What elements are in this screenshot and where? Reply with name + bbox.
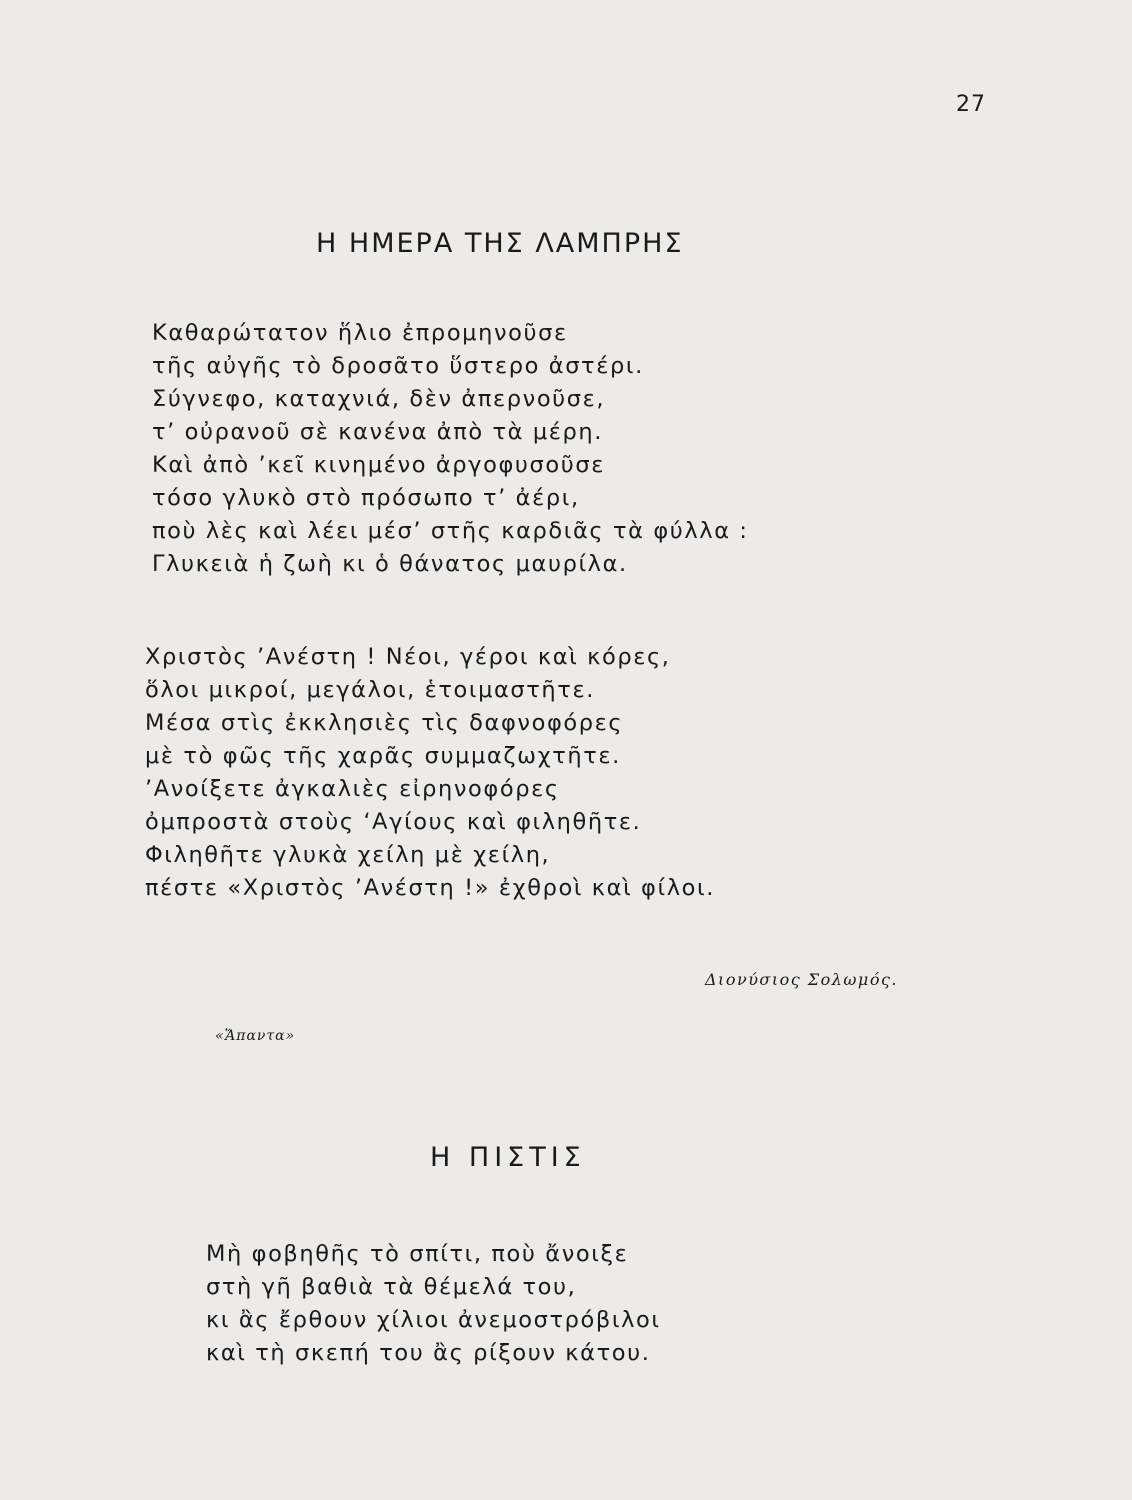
poem-title: Η ΗΜΕΡΑ ΤΗΣ ΛΑΜΠΡΗΣ (316, 228, 684, 259)
poem-stanza (145, 641, 715, 905)
verse-line: Σύγνεφο, καταχνιά, δὲν ἀπερνοῦσε, (152, 386, 606, 412)
verse-line: Καθαρώτατον ἥλιο ἐπρομηνοῦσε (152, 320, 568, 346)
page-number: 27 (956, 92, 986, 117)
verse-line: καὶ τὴ σκεπή του ἂς ρίξουν κάτου. (206, 1340, 651, 1366)
poem-stanza (152, 317, 749, 581)
verse-line: μὲ τὸ φῶς τῆς χαρᾶς συμμαζωχτῆτε. (145, 743, 621, 769)
verse-line: Μὴ φοβηθῆς τὸ σπίτι, ποὺ ἄνοιξε (206, 1241, 629, 1267)
verse-line: κι ἂς ἔρθουν χίλιοι ἀνεμοστρόβιλοι (206, 1307, 661, 1333)
verse-line: στὴ γῆ βαθιὰ τὰ θέμελά του, (206, 1274, 577, 1300)
verse-line: ’Ανοίξετε ἀγκαλιὲς εἰρηνοφόρες (145, 776, 560, 802)
verse-line: Χριστὸς ’Ανέστη ! Νέοι, γέροι καὶ κόρες, (145, 644, 671, 670)
verse-line: ὀμπροστὰ στοὺς ‘Αγίους καὶ φιληθῆτε. (145, 809, 642, 835)
verse-line: Φιληθῆτε γλυκὰ χείλη μὲ χείλη, (145, 842, 551, 868)
verse-line: πέστε «Χριστὸς ’Ανέστη !» ἐχθροὶ καὶ φίλοι. (145, 875, 715, 901)
poem-title: Η ΠΙΣΤΙΣ (430, 1142, 586, 1173)
verse-line: Καὶ ἀπὸ ’κεῖ κινημένο ἀργοφυσοῦσε (152, 452, 605, 478)
verse-line: ὅλοι μικροί, μεγάλοι, ἑτοιμαστῆτε. (145, 677, 595, 703)
poem-author: Διονύσιος Σολωμός. (705, 970, 898, 989)
verse-line: Μέσα στὶς ἐκκλησιὲς τὶς δαφνοφόρες (145, 710, 624, 736)
verse-line: Γλυκειὰ ἡ ζωὴ κι ὁ θάνατος μαυρίλα. (152, 551, 628, 577)
poem-source: «Ἅπαντα» (215, 1028, 296, 1044)
verse-line: τῆς αὐγῆς τὸ δροσᾶτο ὕστερο ἀστέρι. (152, 353, 644, 379)
verse-line: τόσο γλυκὸ στὸ πρόσωπο τ’ ἀέρι, (152, 485, 580, 511)
verse-line: ποὺ λὲς καὶ λέει μέσ’ στῆς καρδιᾶς τὰ φύλλα : (152, 518, 749, 544)
verse-line: τ’ οὐρανοῦ σὲ κανένα ἀπὸ τὰ μέρη. (152, 419, 603, 445)
poem-stanza (206, 1238, 661, 1370)
